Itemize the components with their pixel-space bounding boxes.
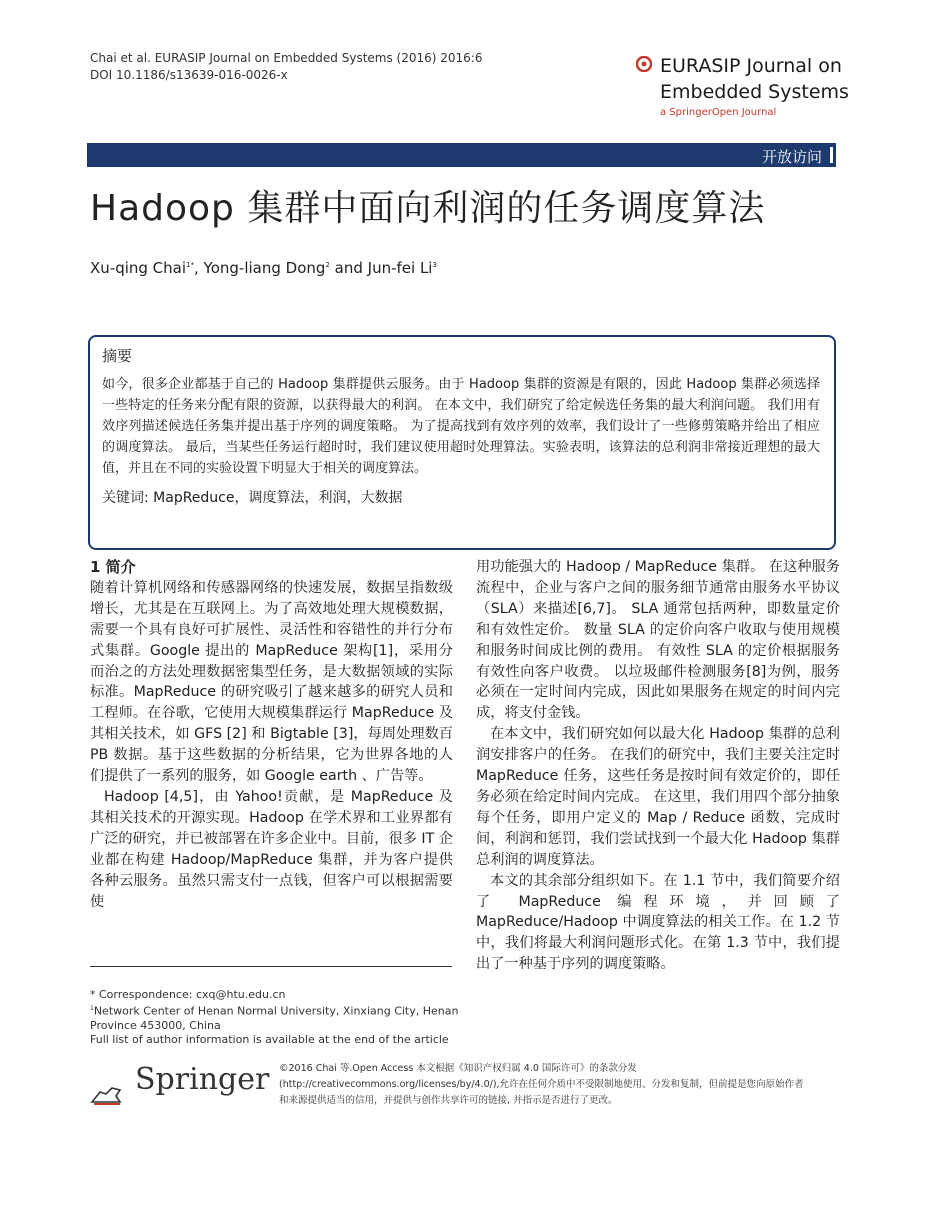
author-name: Xu-qing Chai <box>90 259 187 277</box>
author-name: Yong-liang Dong <box>203 259 326 277</box>
author-separator: and <box>329 259 368 277</box>
eurasip-logo-icon <box>636 56 652 72</box>
author-affiliation-mark: 1* <box>186 261 194 269</box>
citation-block <box>90 50 482 84</box>
author-list <box>90 259 437 277</box>
abstract-heading: 摘要 <box>102 347 133 365</box>
author-affiliation-mark: 3 <box>432 261 437 269</box>
open-access-label: 开放访问 <box>761 148 822 166</box>
keywords: 关键词: MapReduce，调度算法，利润，大数据 <box>102 490 403 506</box>
body-paragraph: 在本文中，我们研究如何以最大化 Hadoop 集群的总利润安排客户的任务。 在我们的研究中，我们主要关注定时 MapReduce 任务，这些任务是按时间有效定价的，即任务必须在给定时间内完成。 在这里，我们用四个部分抽象每个任务，即用户定义的 Map / Reduce 函数，完成时间，利润和惩罚，我们尝试找到一个最大化 Hadoop 集群总利润的调度算法。 <box>476 726 840 868</box>
body-paragraph: Hadoop [4,5]，由 Yahoo!贡献，是 MapReduce 及其相关技术的开源实现。Hadoop 在学术界和工业界都有广泛的研究，并已被部署在许多企业中。目前，很多 IT 企业都在构建 Hadoop/MapReduce 集群，并为客户提供各种云服务。虽然只需支付一点钱，但客户可以根据需要使 <box>90 788 453 910</box>
body-paragraph: 随着计算机网络和传感器网络的快速发展，数据呈指数级增长，尤其是在互联网上。为了高效地处理大规模数据，需要一个具有良好可扩展性、灵活性和容错性的并行分布式集群。Google 提出的 MapReduce 架构[1]，采用分而治之的方法处理数据密集型任务，是大数据领域的实际标准。MapReduce 的研究吸引了越来越多的研究人员和工程师。在谷歌，它使用大规模集群运行 MapReduce 及其相关技术，如 GFS [2] 和 Bigtable [3]，每周处理数百 PB 数据。基于这些数据的分析结果，它为世界各地的人们提供了一系列的服务，如 Google earth 、广告等。 <box>90 579 453 785</box>
license-text: ©2016 Chai 等.Open Access 本文根据《知识产权归属 4.0 国际许可》的条款分发(http://creativecommons.org/licenses/by/4.0/),允许在任何介质中不受限制地使用、分发和复制，但前提是您向原始作者和来源提供适当的信用，并提供与创作共享许可的链接, 并指示是否进行了更改。 <box>279 1063 804 1106</box>
springer-wordmark: Springer <box>135 1062 270 1097</box>
affiliation-text: Network Center of Henan Normal University, Xinxiang City, Henan Province 453000, China <box>90 1004 459 1032</box>
journal-name-line1: EURASIP Journal on <box>660 55 842 77</box>
author-separator: , <box>194 259 204 277</box>
springer-logo <box>90 1062 270 1112</box>
correspondence-note: * Correspondence: cxq@htu.edu.cn <box>90 988 286 1001</box>
paper-title: Hadoop 集群中面向利润的任务调度算法 <box>90 188 766 229</box>
body-paragraph: 本文的其余部分组织如下。在 1.1 节中，我们简要介绍了 MapReduce 编程环境，并回顾了 MapReduce/Hadoop 中调度算法的相关工作。在 1.2 节中，我们将最大利润问题形式化。在第 1.3 节中，我们提出了一种基于序列的调度策略。 <box>476 872 840 973</box>
journal-name <box>660 53 850 105</box>
journal-name-line2: Embedded Systems <box>660 81 849 103</box>
open-access-mark-icon <box>830 147 833 163</box>
affiliation-note <box>90 1002 460 1033</box>
open-access-bar <box>87 143 836 167</box>
springer-horse-icon <box>90 1084 124 1106</box>
citation-line: Chai et al. EURASIP Journal on Embedded Systems (2016) 2016:6 <box>90 51 483 65</box>
body-column-right <box>476 557 840 975</box>
author-affiliation-mark: 2 <box>325 261 330 269</box>
journal-subtitle: a SpringerOpen Journal <box>660 107 777 118</box>
footnote-divider <box>90 966 452 967</box>
author-info-note: Full list of author information is available at the end of the article <box>90 1032 449 1046</box>
abstract-box <box>88 335 836 550</box>
section-heading: 1 简介 <box>90 558 136 576</box>
footnotes <box>90 988 460 1047</box>
doi-line: DOI 10.1186/s13639-016-0026-x <box>90 68 288 82</box>
affiliation-mark: 1 <box>90 1005 94 1012</box>
body-paragraph: 用功能强大的 Hadoop / MapReduce 集群。 在这种服务流程中，企业与客户之间的服务细节通常由服务水平协议（SLA）来描述[6,7]。 SLA 通常包括两种，即数量定价和有效性定价。 数量 SLA 的定价向客户收取与使用规模和服务时间成比例的费用。 有效性 SLA 的定价根据服务有效性向客户收费。 以垃圾邮件检测服务[8]为例，服务必须在一定时间内完成，因此如果服务在规定的时间内完成，将支付金钱。 <box>476 559 840 722</box>
body-column-left <box>90 557 453 912</box>
abstract-body: 如今，很多企业都基于自己的 Hadoop 集群提供云服务。由于 Hadoop 集群的资源是有限的，因此 Hadoop 集群必须选择一些特定的任务来分配有限的资源，以获得最大的利润。 在本文中，我们研究了给定候选任务集的最大利润问题。 我们用有效序列描述候选任务集并提出基于序列的调度策略。 为了提高找到有效序列的效率，我们设计了一些修剪策略并给出了相应的调度算法。 最后，当某些任务运行超时时，我们建议使用超时处理算法。实验表明，该算法的总利润非常接近理想的最大值，并且在不同的实验设置下明显大于相关的调度算法。 <box>102 377 820 476</box>
author-name: Jun-fei Li <box>367 259 433 277</box>
